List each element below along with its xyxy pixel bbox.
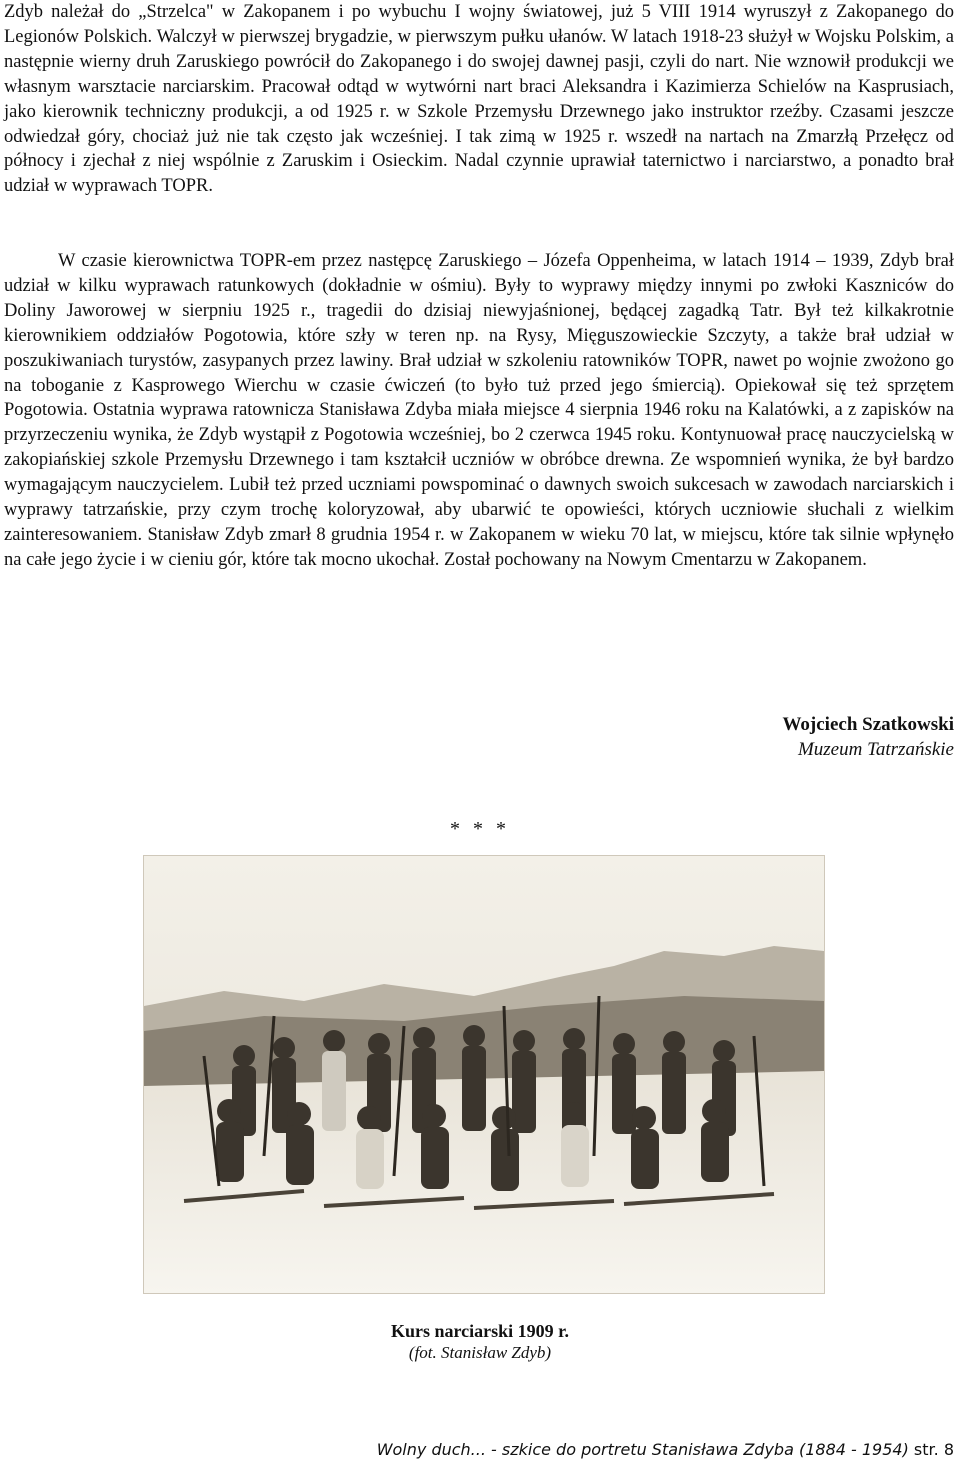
footer-title: Wolny duch... - szkice do portretu Stanisława Zdyba (1884 - 1954) <box>376 1440 909 1459</box>
caption-credit: (fot. Stanisław Zdyb) <box>408 1343 552 1362</box>
caption-title: Kurs narciarski 1909 r. <box>390 1321 569 1341</box>
paragraph-1: Zdyb należał do „Strzelca" w Zakopanem i po wybuchu I wojny światowej, już 5 VIII 1914 wyruszył z Zakopanego do Legionów Polskich. Walczył w pierwszej brygadzie, w pierwszym pułku ułanów. W latach 1918-23 służył w Wojsku Polskim, a następnie wierny druh Zaruskiego powrócił do Zakopanego i do swojej dawnej pasji, czyli do nart. Nie wznowił produkcji we własnym warsztacie narciarskim. Pracował odtąd w wytwórni nart braci Aleksandra i Kazimierza Schielów na Kasprusiach, jako kierownik techniczny produkcji, a od 1925 r. w Szkole Przemysłu Drzewnego jako instruktor rzeźby. Czasami jeszcze odwiedzał góry, chociaż już nie tak często jak wcześniej. I tak zimą w 1925 r. wszedł na nartach na Zmarzłą Przełęcz od północy i zjechał z niej wspólnie z Zaruskim i Osieckim. Nadal czynnie uprawiał taternictwo i narciarstwo, a ponadto brał udział w wyprawach TOPR. <box>4 2 954 197</box>
author-name: Wojciech Szatkowski <box>782 714 954 735</box>
section-separator: * * * <box>450 818 510 840</box>
paragraph-2: W czasie kierownictwa TOPR-em przez następcę Zaruskiego – Józefa Oppenheima, w latach 1914 – 1939, Zdyb brał udział w kilku wyprawach ratunkowych (dokładnie w ośmiu). Były to wyprawy między innymi po zwłoki Kaszniców do Doliny Jaworowej w sierpniu 1925 r., tragedii do dzisiaj niewyjaśnionej, będącej zagadką Tatr. Był też kilkakrotnie kierownikiem oddziałów Pogotowia, które szły w teren np. na Rysy, Mięguszowieckie Szczyty, a także brał udział w poszukiwaniach turystów, zasypanych przez lawiny. Brał udział w szkoleniu ratowników TOPR, nawet po wojnie zwożono go na toboganie z Kasprowego Wierchu w czasie ćwiczeń (to było tuż przed jego śmiercią). Opiekował się też sprzętem Pogotowia. Ostatnia wyprawa ratownicza Stanisława Zdyba miała miejsce 4 sierpnia 1946 roku na Kalatówki, a z zapisków na przyrzeczeniu wynika, że Zdyb wystąpił z Pogotowia wcześniej, bo 2 czerwca 1945 roku. Kontynuował pracę nauczycielską w zakopiańskiej szkole Przemysłu Drzewnego i tam kształcił uczniów w obróbce drewna. Ze wspomnień wynika, że był bardzo wymagającym nauczycielem. Lubił też przed uczniami powspominać o dawnych swoich sukcesach w zawodach narciarskich i wyprawy tatrzańskie, przy czym trochę koloryzował, aby ubarwić te opowieści, których uczniowie słuchali z wielkim zainteresowaniem. Stanisław Zdyb zmarł 8 grudnia 1954 r. w Zakopanem w wieku 70 lat, w miejscu, które tak silnie wpłynęło na całe jego życie i w cieniu gór, które tak mocno ukochał. Został pochowany na Nowym Cmentarzu w Zakopanem. <box>4 251 954 570</box>
photo-caption <box>0 1320 960 1364</box>
photo-illustration <box>144 856 824 1293</box>
signature-block <box>782 712 954 762</box>
author-institution: Muzeum Tatrzańskie <box>797 739 954 760</box>
page-number: str. 8 <box>913 1440 954 1459</box>
ski-course-photo <box>143 855 825 1294</box>
page-footer <box>377 1440 954 1459</box>
